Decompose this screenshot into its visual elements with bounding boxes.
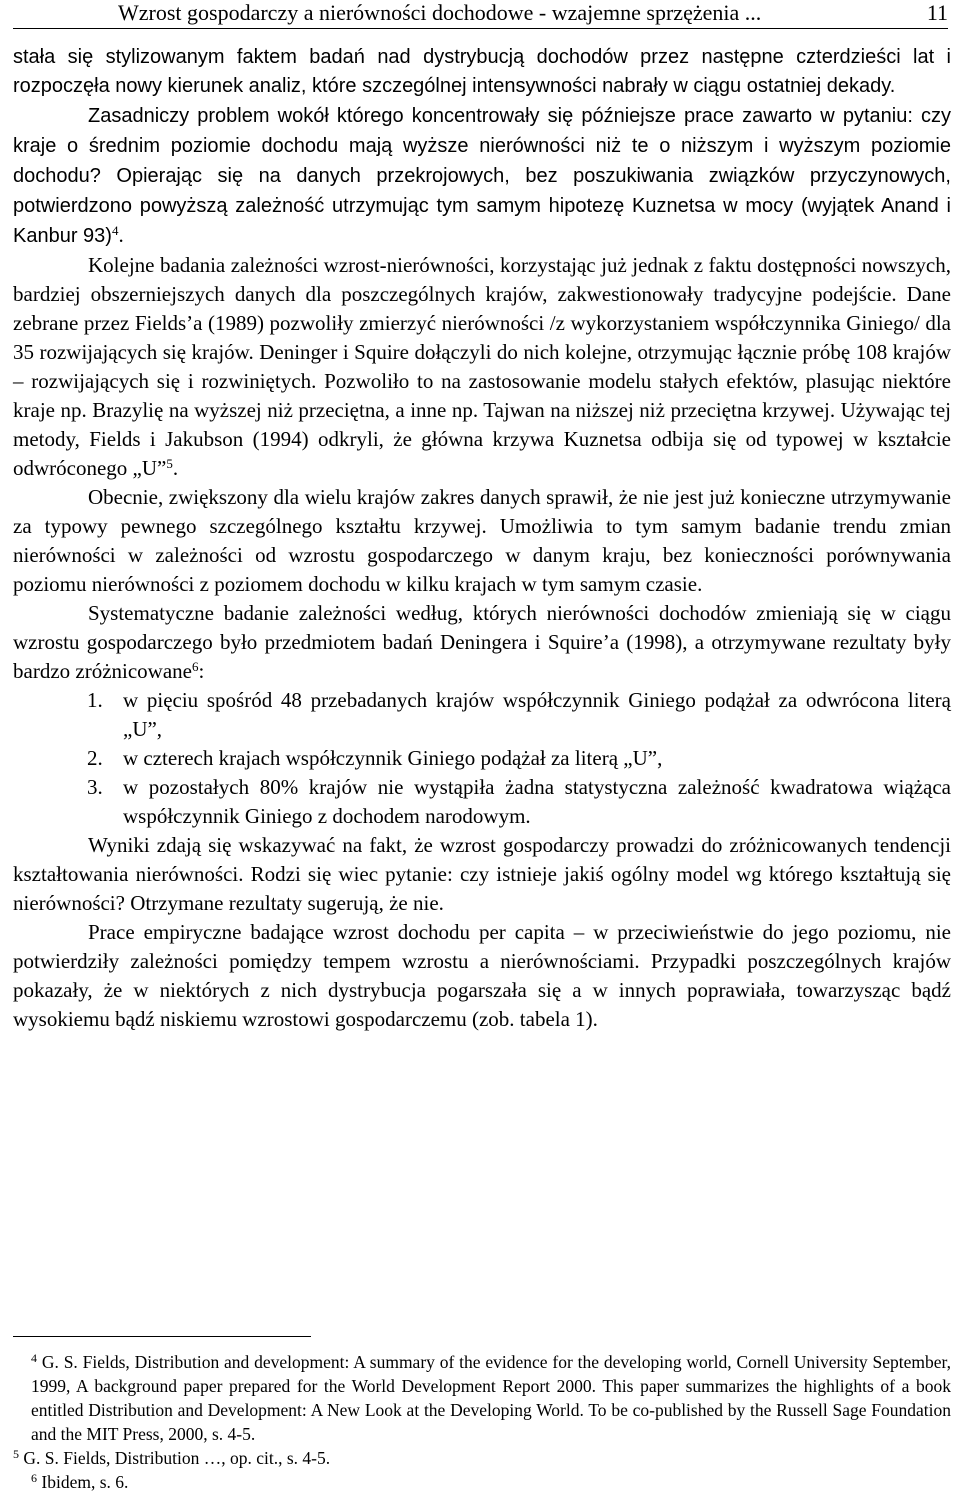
footnotes bbox=[13, 1350, 951, 1494]
list-item bbox=[13, 744, 951, 773]
list-item-text: w pięciu spośród 48 przebadanych krajów współczynnik Giniego podążał za odwrócona literą „U”, bbox=[123, 688, 951, 741]
footnote-4 bbox=[13, 1350, 951, 1446]
footnote-mark: 6 bbox=[31, 1471, 37, 1485]
numbered-list bbox=[13, 686, 951, 831]
paragraph-2-continued: Opierając się na danych przekrojowych, bez poszukiwania związków przyczynowych, potwierdzono powyższą zależność utrzymując tym samym hipotezę Kuznetsa w mocy (wyjątek Anand i Kanbur 93) bbox=[13, 165, 951, 247]
list-item-text: w pozostałych 80% krajów nie wystąpiła żadna statystyczna zależność kwadratowa wiążąca współczynnik Giniego z dochodem narodowym. bbox=[123, 775, 951, 828]
paragraph-5 bbox=[13, 599, 951, 686]
page-number: 11 bbox=[926, 0, 948, 25]
header-title: Wzrost gospodarczy a nierówności dochodowe - wzajemne sprzężenia ... bbox=[118, 0, 762, 25]
paragraph-1: stała się stylizowanym faktem badań nad dystrybucją dochodów przez następne czterdzieści lat i rozpoczęła nowy kierunek analiz, które szczególnej intensywności nabrały w ciągu ostatniej dekady. bbox=[13, 46, 951, 97]
paragraph-2 bbox=[13, 101, 951, 251]
running-header bbox=[13, 0, 948, 29]
footnote-separator bbox=[13, 1336, 311, 1337]
list-item-text: w czterech krajach współczynnik Giniego podążał za literą „U”, bbox=[123, 746, 663, 770]
paragraph-5-end: : bbox=[198, 659, 205, 683]
footnote-mark: 4 bbox=[31, 1351, 37, 1365]
list-item-number: 1. bbox=[87, 688, 103, 712]
list-item-number: 2. bbox=[87, 746, 103, 770]
paragraph-3 bbox=[13, 251, 951, 483]
paragraph-6: Wyniki zdają się wskazywać na fakt, że wzrost gospodarczy prowadzi do zróżnicowanych tendencji kształtowania nierówności. Rodzi się wiec pytanie: czy istnieje jakiś ogólny model wg którego kształtują się nierówności? Otrzymane rezultaty sugerują, że nie. bbox=[13, 833, 951, 915]
footnote-text: Ibidem, s. 6. bbox=[41, 1472, 129, 1492]
paragraph-2-sans: Zasadniczy problem wokół którego koncentrowały się późniejsze prace zawarto w pytaniu: czy kraje o średnim poziomie dochodu mają wyższe nierówności niż te o niższym i wyższym poziomie dochodu? bbox=[13, 105, 951, 187]
paragraph-4: Obecnie, zwiększony dla wielu krajów zakres danych sprawił, że nie jest już konieczne utrzymywanie za typowy pewnego szczególnego kształtu krzywej. Umożliwia to tym samym badanie trendu zmian nierówności w zależności od wzrostu gospodarczego w danym kraju, bez konieczności porównywania poziomu nierówności z poziomem dochodu w kilku krajach w tym samym czasie. bbox=[13, 485, 951, 596]
footnote-ref-4: 4 bbox=[111, 223, 119, 238]
paragraph-3-end: . bbox=[172, 456, 179, 480]
footnote-ref-5: 5 bbox=[166, 456, 173, 471]
paragraph-5-text: Systematyczne badanie zależności według, których nierówności dochodów zmieniają się w ciągu wzrostu gospodarczego było przedmiotem badań Deningera i Squire’a (1998), a otrzymywane rezultaty były bardzo zróżnicowane bbox=[13, 601, 951, 683]
list-item bbox=[13, 773, 951, 831]
footnote-6 bbox=[13, 1470, 951, 1494]
footnote-mark: 5 bbox=[13, 1447, 19, 1461]
list-item bbox=[13, 686, 951, 744]
paragraph-2-end: . bbox=[118, 223, 124, 247]
footnote-ref-6: 6 bbox=[191, 659, 199, 674]
list-item-number: 3. bbox=[87, 775, 103, 799]
paragraph-7: Prace empiryczne badające wzrost dochodu per capita – w przeciwieństwie do jego poziomu, nie potwierdziły zależności pomiędzy tempem wzrostu a nierównościami. Przypadki poszczególnych krajów pokazały, że w niektórych z nich dystrybucja pogarszała się a w innych poprawiała, towarzysząc bądź wysokiemu bądź niskiemu wzrostowi gospodarczemu (zob. tabela 1). bbox=[13, 920, 951, 1031]
footnote-text: G. S. Fields, Distribution …, op. cit., s. 4-5. bbox=[23, 1448, 331, 1468]
footnote-text: G. S. Fields, Distribution and development: A summary of the evidence for the developing world, Cornell University September, 1999, A background paper prepared for the World Development Report 2000. This paper summarizes the highlights of a book entitled Distribution and Development: A New Look at the Developing World. To be co-published by the Russell Sage Foundation and the MIT Press, 2000, s. 4-5. bbox=[31, 1352, 951, 1444]
paragraph-3-text: Kolejne badania zależności wzrost-nierówności, korzystając już jednak z faktu dostępności nowszych, bardziej obszerniejszych danych dla poszczególnych krajów, zakwestionowały tradycyjne podejście. Dane zebrane przez Fields’a (1989) pozwoliły zmierzyć nierówności /z wykorzystaniem współczynnika Giniego/ dla 35 rozwijających się krajów. Deninger i Squire dołączyli do nich kolejne, otrzymując łącznie próbę 108 krajów – rozwijających się i rozwiniętych. Pozwoliło to na zastosowanie modelu stałych efektów, plasując niektóre kraje np. Brazylię na wyższej niż przeciętna, a inne np. Tajwan na niższej niż przeciętna krzywej. Używając tej metody, Fields i Jakubson (1994) odkryli, że główna krzywa Kuznetsa odbija się od typowej w kształcie odwróconego „U” bbox=[13, 253, 951, 480]
footnote-5 bbox=[13, 1446, 951, 1470]
body-text bbox=[13, 43, 951, 1034]
